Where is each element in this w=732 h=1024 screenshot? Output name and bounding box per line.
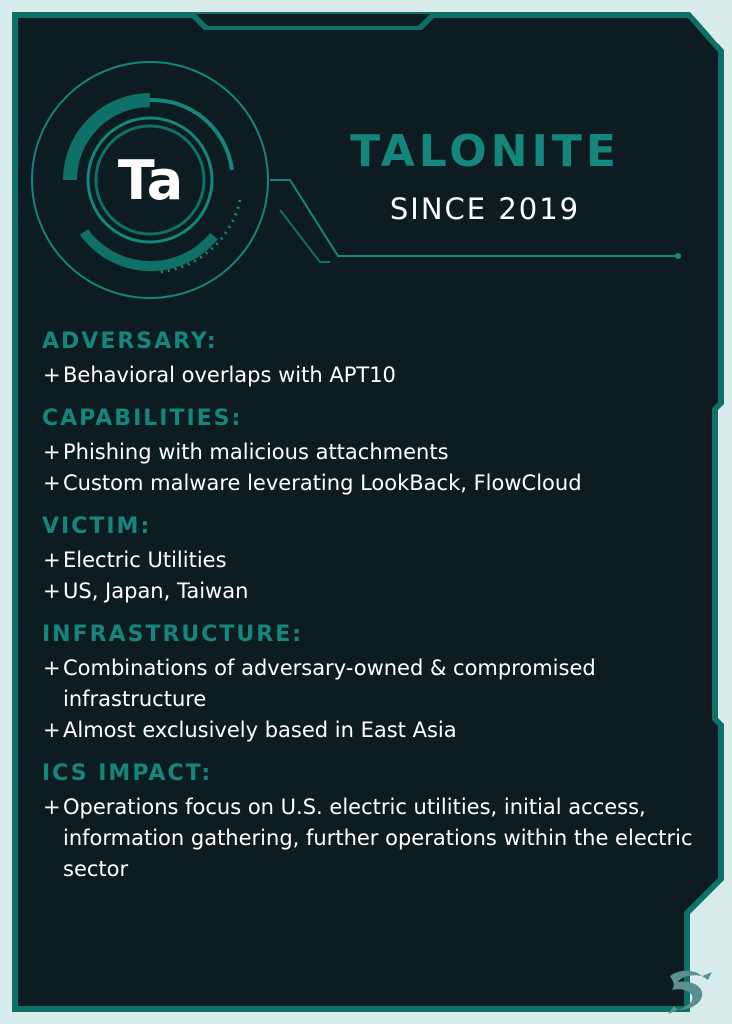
section-heading: CAPABILITIES:	[42, 406, 243, 431]
list-item: + Combinations of adversary-owned & compromised infrastructure	[43, 656, 596, 711]
list-item: + US, Japan, Taiwan	[43, 579, 249, 603]
badge-symbol: Ta	[117, 148, 183, 212]
connector-dot	[675, 253, 681, 259]
section-capabilities	[42, 405, 702, 499]
section-heading: ADVERSARY:	[42, 329, 218, 354]
section-heading: INFRASTRUCTURE:	[42, 622, 304, 647]
section-heading: ICS IMPACT:	[42, 761, 213, 786]
section-adversary	[42, 328, 702, 391]
page-subtitle: SINCE 2019	[389, 192, 581, 226]
section-victim	[42, 513, 702, 607]
section-infrastructure	[42, 621, 702, 746]
top-tab-inner	[196, 14, 430, 26]
list-item: + Custom malware leverating LookBack, FlowCloud	[43, 471, 582, 495]
section-ics-impact	[42, 760, 702, 885]
list-item: + Operations focus on U.S. electric utilities, initial access, information gathering, further operations within the electric sector	[43, 795, 693, 881]
profile-content	[42, 328, 702, 899]
list-item: + Almost exclusively based in East Asia	[43, 718, 457, 742]
section-heading: VICTIM:	[42, 514, 152, 539]
page-title: TALONITE	[350, 126, 620, 177]
list-item: + Electric Utilities	[43, 548, 227, 572]
list-item: + Behavioral overlaps with APT10	[43, 363, 396, 387]
list-item: + Phishing with malicious attachments	[43, 440, 449, 464]
dragon-logo-icon	[662, 966, 716, 1016]
